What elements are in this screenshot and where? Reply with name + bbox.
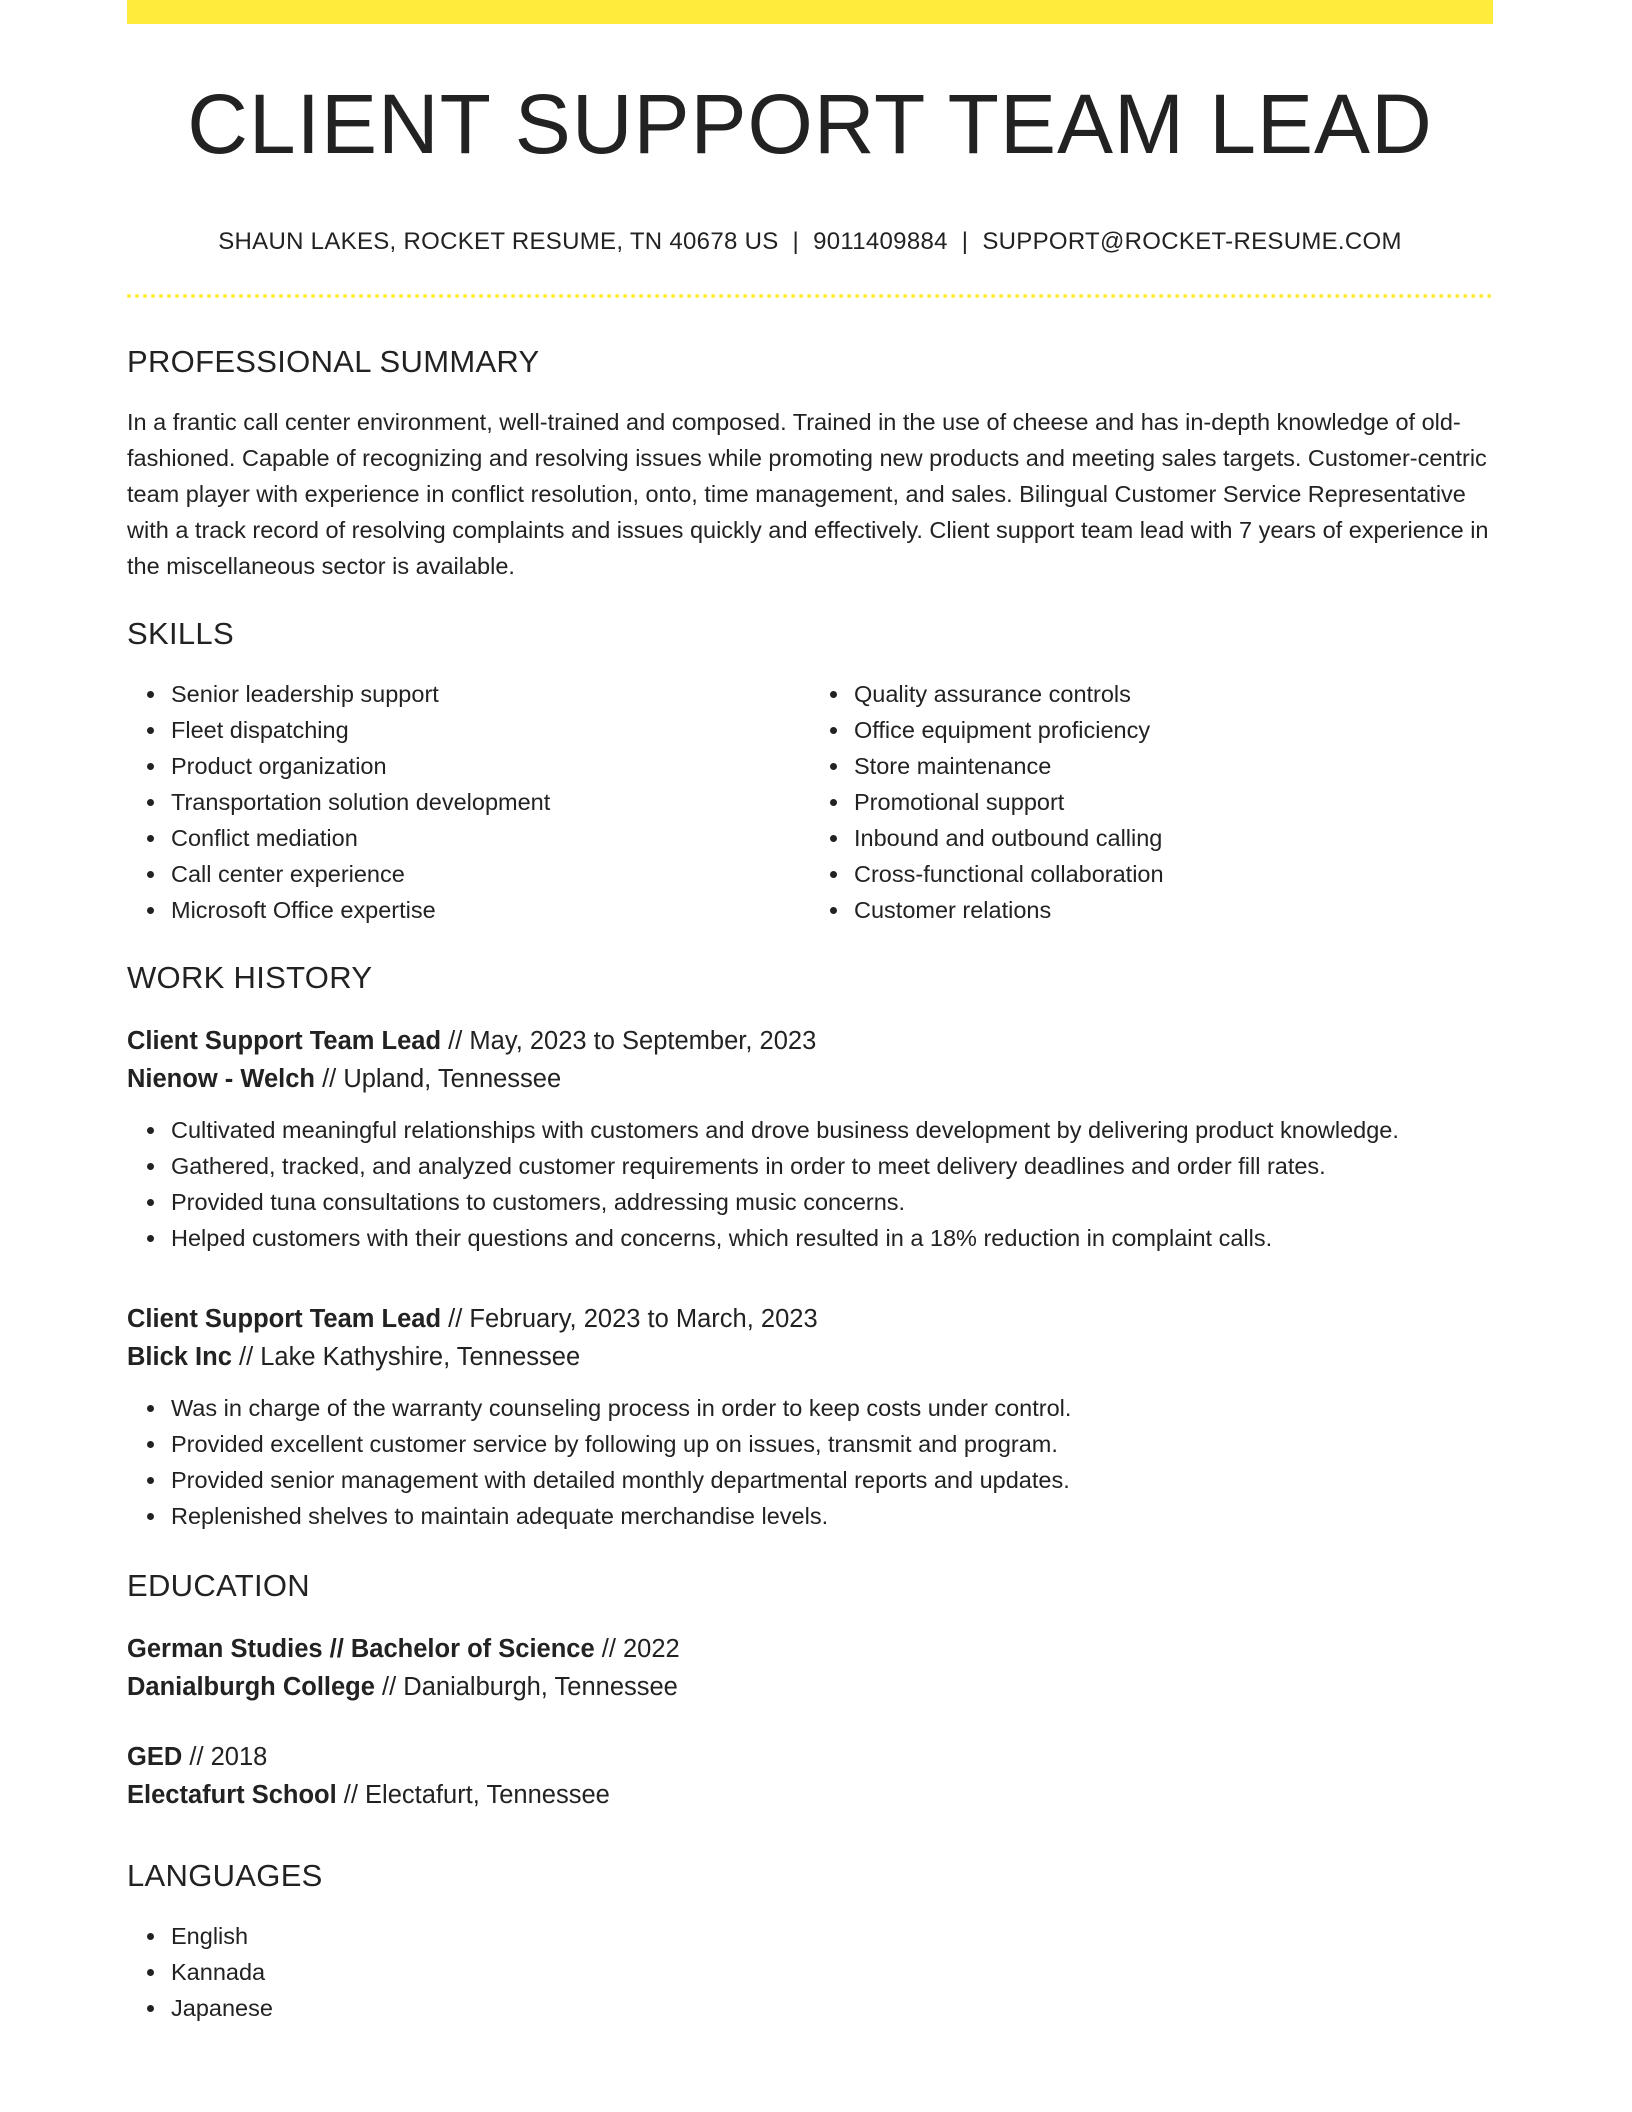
job-bullet: Replenished shelves to maintain adequate merchandise levels.: [171, 1498, 1493, 1534]
job-entry: [127, 1022, 1493, 1256]
contact-line: [127, 228, 1493, 256]
education-location: // Electafurt, Tennessee: [343, 1781, 610, 1809]
education-school: Electafurt School: [127, 1781, 337, 1809]
education-year: // 2022: [601, 1635, 680, 1663]
education-school-line: [127, 1776, 1493, 1814]
summary-section: [127, 344, 1493, 584]
top-accent-bar: [127, 0, 1493, 24]
resume-page: [127, 0, 1493, 2026]
education-school: Danialburgh College: [127, 1673, 375, 1701]
skills-list-right: [810, 676, 1493, 928]
education-degree-line: [127, 1630, 1493, 1668]
job-title: Client Support Team Lead: [127, 1305, 442, 1333]
job-title: Client Support Team Lead: [127, 1027, 442, 1055]
job-company-line: [127, 1060, 1493, 1098]
skills-columns: [127, 676, 1493, 928]
languages-heading: LANGUAGES: [127, 1858, 323, 1893]
skill-item: Microsoft Office expertise: [171, 892, 810, 928]
summary-text: In a frantic call center environment, well-trained and composed. Trained in the use of cheese and has in-depth knowledge of old-fashioned. Capable of recognizing and resolving issues while promoting new products and meeting sales targets. Customer-centric team player with experience in conflict resolution, onto, time management, and sales. Bilingual Customer Service Representative with a track record of resolving complaints and issues quickly and effectively. Client support team lead with 7 years of experience in the miscellaneous sector is available.: [127, 409, 1489, 579]
education-year: // 2018: [189, 1743, 268, 1771]
job-bullet: Cultivated meaningful relationships with customers and drove business development by delivering product knowledge.: [171, 1112, 1493, 1148]
work-history-heading: WORK HISTORY: [127, 960, 373, 995]
job-bullet: Helped customers with their questions and concerns, which resulted in a 18% reduction in complaint calls.: [171, 1220, 1493, 1256]
contact-separator: |: [792, 228, 800, 255]
job-title-line: [127, 1022, 1493, 1060]
education-entry: [127, 1738, 1493, 1814]
education-location: // Danialburgh, Tennessee: [382, 1673, 678, 1701]
language-item: Kannada: [171, 1954, 1493, 1990]
job-title-line: [127, 1300, 1493, 1338]
job-bullet: Provided excellent customer service by following up on issues, transmit and program.: [171, 1426, 1493, 1462]
language-item: English: [171, 1918, 1493, 1954]
skill-item: Product organization: [171, 748, 810, 784]
education-school-line: [127, 1668, 1493, 1706]
contact-phone: 9011409884: [813, 228, 948, 255]
skills-heading: SKILLS: [127, 616, 234, 651]
skill-item: Store maintenance: [854, 748, 1493, 784]
skill-item: Quality assurance controls: [854, 676, 1493, 712]
job-company-line: [127, 1338, 1493, 1376]
education-section: [127, 1568, 1493, 1814]
skill-item: Transportation solution development: [171, 784, 810, 820]
education-degree: GED: [127, 1743, 183, 1771]
job-bullet: Provided tuna consultations to customers, addressing music concerns.: [171, 1184, 1493, 1220]
job-dates: // May, 2023 to September, 2023: [448, 1027, 817, 1055]
skill-item: Senior leadership support: [171, 676, 810, 712]
job-dates: // February, 2023 to March, 2023: [448, 1305, 818, 1333]
skill-item: Conflict mediation: [171, 820, 810, 856]
job-bullets: [127, 1112, 1493, 1256]
skill-item: Promotional support: [854, 784, 1493, 820]
skill-item: Office equipment proficiency: [854, 712, 1493, 748]
skills-section: [127, 616, 1493, 928]
education-heading: EDUCATION: [127, 1568, 310, 1603]
skill-item: Call center experience: [171, 856, 810, 892]
job-entry: [127, 1300, 1493, 1534]
job-bullets: [127, 1390, 1493, 1534]
job-bullet: Provided senior management with detailed monthly departmental reports and updates.: [171, 1462, 1493, 1498]
summary-heading: PROFESSIONAL SUMMARY: [127, 344, 540, 379]
dotted-divider: [127, 294, 1493, 298]
work-history-section: [127, 960, 1493, 1534]
job-bullet: Was in charge of the warranty counseling process in order to keep costs under control.: [171, 1390, 1493, 1426]
education-degree: German Studies // Bachelor of Science: [127, 1635, 595, 1663]
languages-list: [127, 1918, 1493, 2026]
job-company: Nienow - Welch: [127, 1065, 315, 1093]
contact-address: SHAUN LAKES, ROCKET RESUME, TN 40678 US: [218, 228, 779, 255]
skills-list-left: [127, 676, 810, 928]
languages-section: [127, 1858, 1493, 2026]
job-company: Blick Inc: [127, 1343, 232, 1371]
language-item: Japanese: [171, 1990, 1493, 2026]
skill-item: Inbound and outbound calling: [854, 820, 1493, 856]
contact-email: SUPPORT@ROCKET-RESUME.COM: [982, 228, 1402, 255]
resume-title: CLIENT SUPPORT TEAM LEAD: [187, 77, 1433, 171]
skill-item: Fleet dispatching: [171, 712, 810, 748]
education-entry: [127, 1630, 1493, 1706]
skill-item: Cross-functional collaboration: [854, 856, 1493, 892]
job-location: // Lake Kathyshire, Tennessee: [238, 1343, 581, 1371]
job-location: // Upland, Tennessee: [322, 1065, 562, 1093]
education-degree-line: [127, 1738, 1493, 1776]
contact-separator: |: [961, 228, 969, 255]
job-bullet: Gathered, tracked, and analyzed customer requirements in order to meet delivery deadlines and order fill rates.: [171, 1148, 1493, 1184]
skill-item: Customer relations: [854, 892, 1493, 928]
